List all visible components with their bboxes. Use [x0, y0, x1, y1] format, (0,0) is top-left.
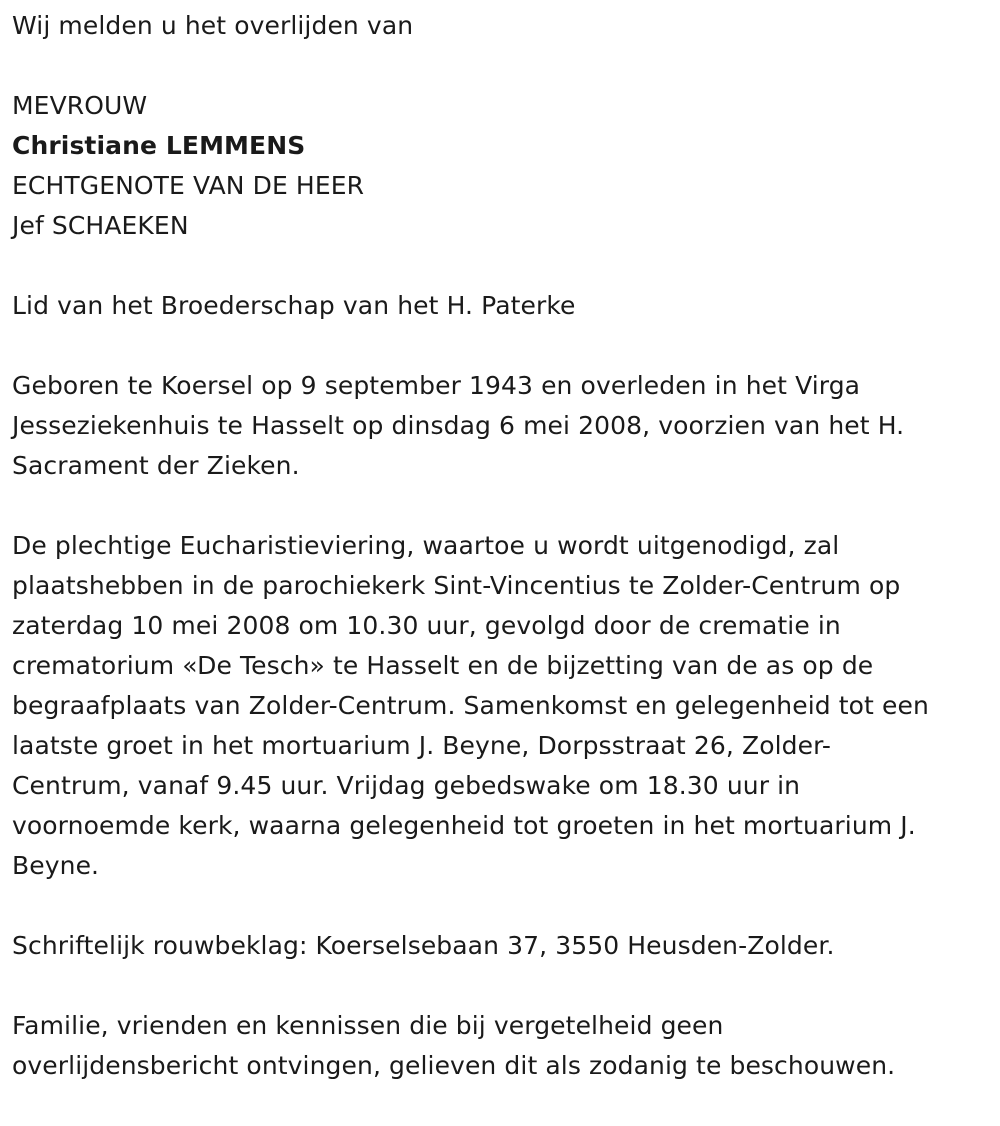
paragraph-line: Centrum, vanaf 9.45 uur. Vrijdag gebedswake om 18.30 uur in	[12, 771, 801, 800]
intro-text: Wij melden u het overlijden van	[12, 11, 414, 40]
spacer	[12, 46, 988, 86]
spacer	[12, 886, 988, 926]
paragraph-line: Beyne.	[12, 851, 100, 880]
birth-death-paragraph	[12, 366, 988, 486]
paragraph-line: Geboren te Koersel op 9 september 1943 en overleden in het Virga	[12, 371, 861, 400]
paragraph-line: zaterdag 10 mei 2008 om 10.30 uur, gevolgd door de crematie in	[12, 611, 841, 640]
closing-paragraph	[12, 1006, 988, 1086]
spouse-label: ECHTGENOTE VAN DE HEER	[12, 171, 365, 200]
spacer	[12, 246, 988, 286]
paragraph-line: De plechtige Eucharistieviering, waartoe u wordt uitgenodigd, zal	[12, 531, 840, 560]
spouse-name: Jef SCHAEKEN	[12, 211, 189, 240]
spacer	[12, 326, 988, 366]
paragraph-line: Sacrament der Zieken.	[12, 451, 300, 480]
spacer	[12, 486, 988, 526]
paragraph-line: plaatshebben in de parochiekerk Sint-Vincentius te Zolder-Centrum op	[12, 571, 901, 600]
deceased-name: Christiane LEMMENS	[12, 131, 306, 160]
membership-text: Lid van het Broederschap van het H. Paterke	[12, 291, 576, 320]
paragraph-line: begraafplaats van Zolder-Centrum. Samenkomst en gelegenheid tot een	[12, 691, 929, 720]
title-prefix: MEVROUW	[12, 91, 148, 120]
ceremony-paragraph	[12, 526, 988, 886]
paragraph-line: crematorium «De Tesch» te Hasselt en de bijzetting van de as op de	[12, 651, 874, 680]
paragraph-line: laatste groet in het mortuarium J. Beyne, Dorpsstraat 26, Zolder-	[12, 731, 831, 760]
spacer	[12, 966, 988, 1006]
condolence-address: Schriftelijk rouwbeklag: Koerselsebaan 37, 3550 Heusden-Zolder.	[12, 931, 835, 960]
paragraph-line: Familie, vrienden en kennissen die bij vergetelheid geen	[12, 1011, 724, 1040]
paragraph-line: overlijdensbericht ontvingen, gelieven dit als zodanig te beschouwen.	[12, 1051, 896, 1080]
paragraph-line: Jesseziekenhuis te Hasselt op dinsdag 6 mei 2008, voorzien van het H.	[12, 411, 905, 440]
paragraph-line: voornoemde kerk, waarna gelegenheid tot groeten in het mortuarium J.	[12, 811, 916, 840]
